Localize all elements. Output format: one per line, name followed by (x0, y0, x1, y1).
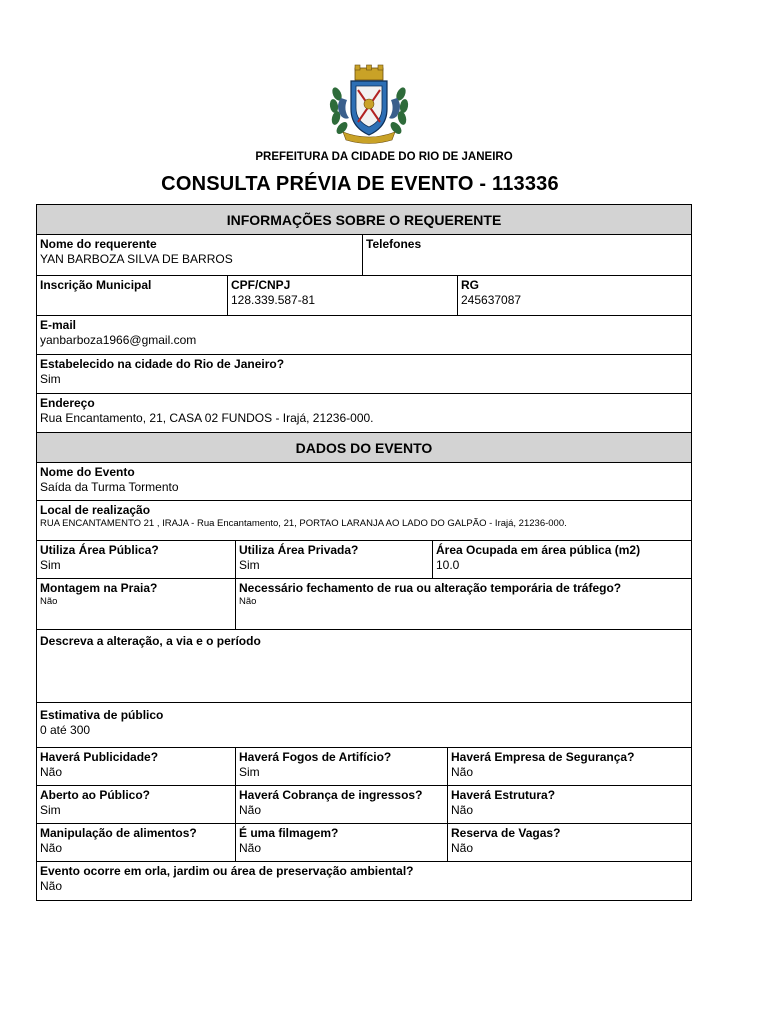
field-orla (37, 862, 691, 900)
field-email (37, 316, 691, 354)
row-email (37, 316, 691, 355)
field-descreva (37, 630, 691, 702)
value-fechamento: Não (239, 596, 257, 607)
label-area-ocupada: Área Ocupada em área pública (m2) (436, 543, 641, 557)
row-endereco (37, 394, 691, 433)
row-inscricao-cpf-rg (37, 276, 691, 316)
row-publicidade (37, 748, 691, 786)
coat-of-arms-icon (327, 64, 411, 144)
label-telefones: Telefones (366, 237, 422, 251)
value-publicidade: Não (40, 765, 63, 779)
value-estrutura: Não (451, 803, 474, 817)
field-aberto (37, 786, 236, 823)
value-local: RUA ENCANTAMENTO 21 , IRAJA - Rua Encantamento, 21, PORTAO LARANJA AO LADO DO GALPÃO - Irajá, 21236-000. (40, 518, 567, 529)
label-endereco: Endereço (40, 396, 95, 410)
value-alimentos: Não (40, 841, 63, 855)
field-cpf (228, 276, 458, 315)
label-publico: Estimativa de público (40, 708, 164, 722)
field-area-privada (236, 541, 433, 578)
label-seguranca: Haverá Empresa de Segurança? (451, 750, 635, 764)
label-estabelecido: Estabelecido na cidade do Rio de Janeiro? (40, 357, 285, 371)
row-estabelecido (37, 355, 691, 394)
label-rg: RG (461, 278, 479, 292)
row-nome-evento (37, 463, 691, 501)
value-vagas: Não (451, 841, 474, 855)
row-publico (37, 703, 691, 748)
value-area-ocupada: 10.0 (436, 558, 460, 572)
label-cobranca: Haverá Cobrança de ingressos? (239, 788, 423, 802)
label-local: Local de realização (40, 503, 151, 517)
label-orla: Evento ocorre em orla, jardim ou área de preservação ambiental? (40, 864, 414, 878)
section-evento-title: DADOS DO EVENTO (37, 433, 691, 463)
label-praia: Montagem na Praia? (40, 581, 158, 595)
row-areas (37, 541, 691, 579)
value-filmagem: Não (239, 841, 262, 855)
row-descreva (37, 630, 691, 703)
field-area-ocupada (433, 541, 691, 578)
field-fechamento (236, 579, 691, 629)
field-local (37, 501, 691, 540)
org-name: PREFEITURA DA CIDADE DO RIO DE JANEIRO (255, 151, 513, 163)
label-cpf: CPF/CNPJ (231, 278, 291, 292)
row-aberto (37, 786, 691, 824)
value-aberto: Sim (40, 803, 61, 817)
row-orla (37, 862, 691, 900)
label-email: E-mail (40, 318, 77, 332)
label-fechamento: Necessário fechamento de rua ou alteração temporária de tráfego? (239, 581, 622, 595)
label-nome-evento: Nome do Evento (40, 465, 135, 479)
value-estabelecido: Sim (40, 372, 61, 386)
field-seguranca (448, 748, 691, 785)
label-filmagem: É uma filmagem? (239, 826, 339, 840)
field-publico (37, 703, 691, 747)
field-area-publica (37, 541, 236, 578)
label-aberto: Aberto ao Público? (40, 788, 151, 802)
field-filmagem (236, 824, 448, 861)
label-vagas: Reserva de Vagas? (451, 826, 561, 840)
row-praia-fechamento (37, 579, 691, 630)
field-publicidade (37, 748, 236, 785)
value-publico: 0 até 300 (40, 723, 91, 737)
value-rg: 245637087 (461, 293, 522, 307)
label-publicidade: Haverá Publicidade? (40, 750, 159, 764)
value-cpf: 128.339.587-81 (231, 293, 316, 307)
field-telefones (363, 235, 691, 275)
value-area-privada: Sim (239, 558, 260, 572)
label-fogos: Haverá Fogos de Artifício? (239, 750, 392, 764)
field-estabelecido (37, 355, 691, 393)
value-email: yanbarboza1966@gmail.com (40, 333, 197, 347)
value-area-publica: Sim (40, 558, 61, 572)
field-praia (37, 579, 236, 629)
row-local (37, 501, 691, 541)
value-praia: Não (40, 596, 58, 607)
value-nome-requerente: YAN BARBOZA SILVA DE BARROS (40, 252, 233, 266)
label-area-publica: Utiliza Área Pública? (40, 543, 159, 557)
row-nome-telefones (37, 235, 691, 276)
value-fogos: Sim (239, 765, 260, 779)
section-requerente-title: INFORMAÇÕES SOBRE O REQUERENTE (37, 205, 691, 235)
value-endereco: Rua Encantamento, 21, CASA 02 FUNDOS - Irajá, 21236-000. (40, 411, 374, 425)
field-vagas (448, 824, 691, 861)
value-nome-evento: Saída da Turma Tormento (40, 480, 179, 494)
page-title: CONSULTA PRÉVIA DE EVENTO - 113336 (161, 173, 559, 195)
label-alimentos: Manipulação de alimentos? (40, 826, 197, 840)
value-cobranca: Não (239, 803, 262, 817)
label-inscricao: Inscrição Municipal (40, 278, 152, 292)
field-alimentos (37, 824, 236, 861)
field-inscricao (37, 276, 228, 315)
event-form (36, 204, 692, 901)
field-fogos (236, 748, 448, 785)
field-rg (458, 276, 691, 315)
field-nome-evento (37, 463, 691, 500)
label-nome-requerente: Nome do requerente (40, 237, 157, 251)
field-estrutura (448, 786, 691, 823)
label-area-privada: Utiliza Área Privada? (239, 543, 359, 557)
row-alimentos (37, 824, 691, 862)
label-descreva: Descreva a alteração, a via e o período (40, 634, 261, 648)
field-cobranca (236, 786, 448, 823)
field-endereco (37, 394, 691, 432)
label-estrutura: Haverá Estrutura? (451, 788, 556, 802)
field-nome-requerente (37, 235, 363, 275)
value-seguranca: Não (451, 765, 474, 779)
value-orla: Não (40, 879, 63, 893)
